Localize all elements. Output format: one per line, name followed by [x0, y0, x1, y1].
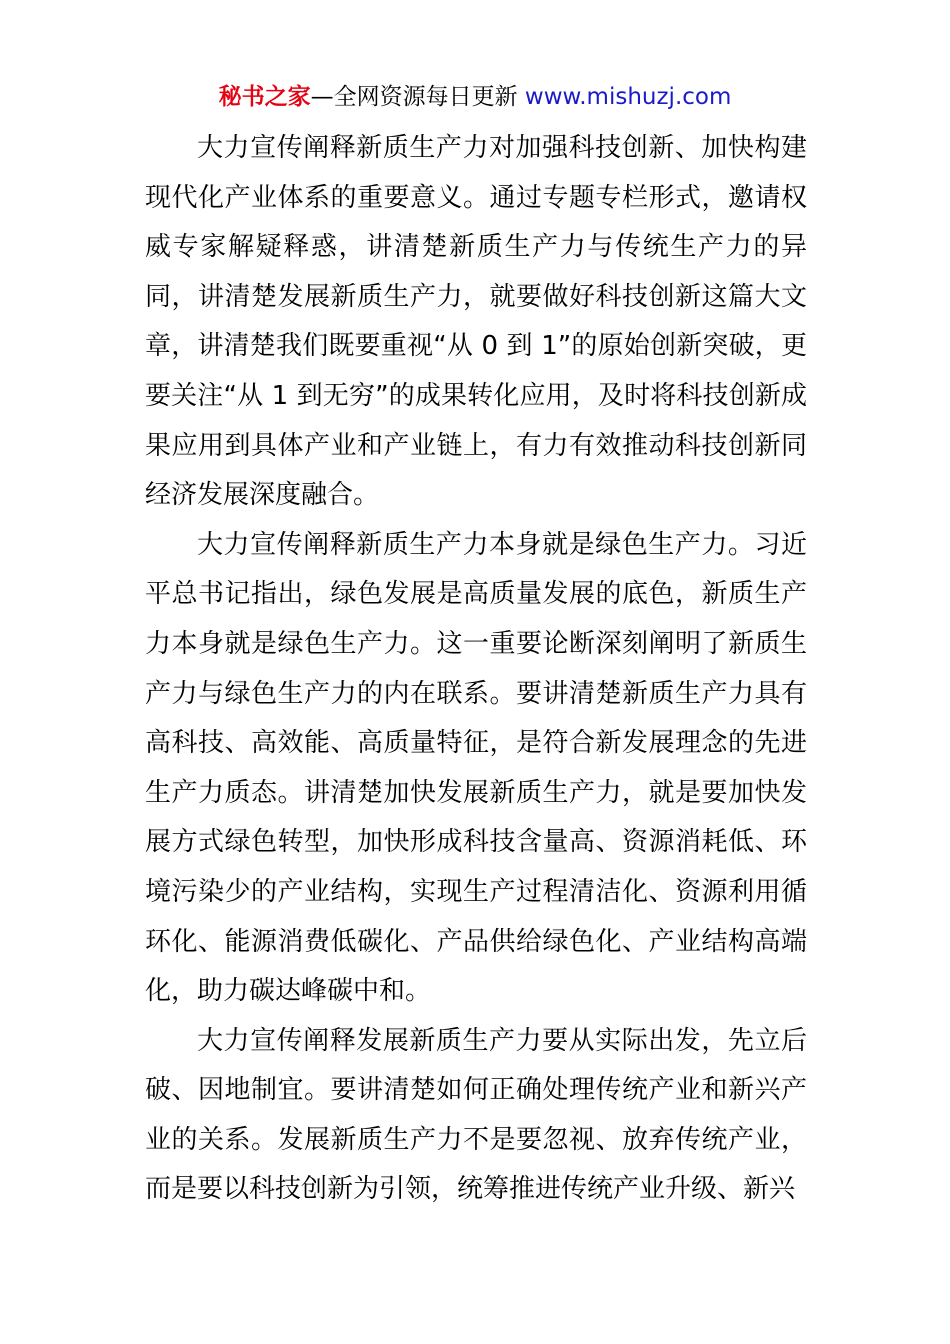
paragraph: 大力宣传阐释发展新质生产力要从实际出发，先立后破、因地制宜。要讲清楚如何正确处理传统产业和新兴产业的关系。发展新质生产力不是要忽视、放弃传统产业，而是要以科技创新为引领，统筹推进传统产业升级、新兴 — [145, 1025, 807, 1205]
header-tagline: —全网资源每日更新 — [310, 84, 518, 110]
article-body — [145, 124, 807, 1215]
brand-name: 秘书之家 — [218, 84, 311, 110]
site-header — [0, 80, 950, 114]
paragraph: 大力宣传阐释新质生产力对加强科技创新、加快构建现代化产业体系的重要意义。通过专题专栏形式，邀请权威专家解疑释惑，讲清楚新质生产力与传统生产力的异同，讲清楚发展新质生产力，就要做好科技创新这篇大文章，讲清楚我们既要重视“从 0 到 1”的原始创新突破，更要关注“从 1 到无穷”的成果转化应用，及时将科技创新成果应用到具体产业和产业链上，有力有效推动科技创新同经济发展深度融合。 — [145, 133, 807, 511]
paragraph: 大力宣传阐释新质生产力本身就是绿色生产力。习近平总书记指出，绿色发展是高质量发展的底色，新质生产力本身就是绿色生产力。这一重要论断深刻阐明了新质生产力与绿色生产力的内在联系。要讲清楚新质生产力具有高科技、高效能、高质量特征，是符合新发展理念的先进生产力质态。讲清楚加快发展新质生产力，就是要加快发展方式绿色转型，加快形成科技含量高、资源消耗低、环境污染少的产业结构，实现生产过程清洁化、资源利用循环化、能源消费低碳化、产品供给绿色化、产业结构高端化，助力碳达峰碳中和。 — [145, 529, 807, 1007]
site-url-link[interactable]: www.mishuzj.com — [524, 84, 732, 110]
